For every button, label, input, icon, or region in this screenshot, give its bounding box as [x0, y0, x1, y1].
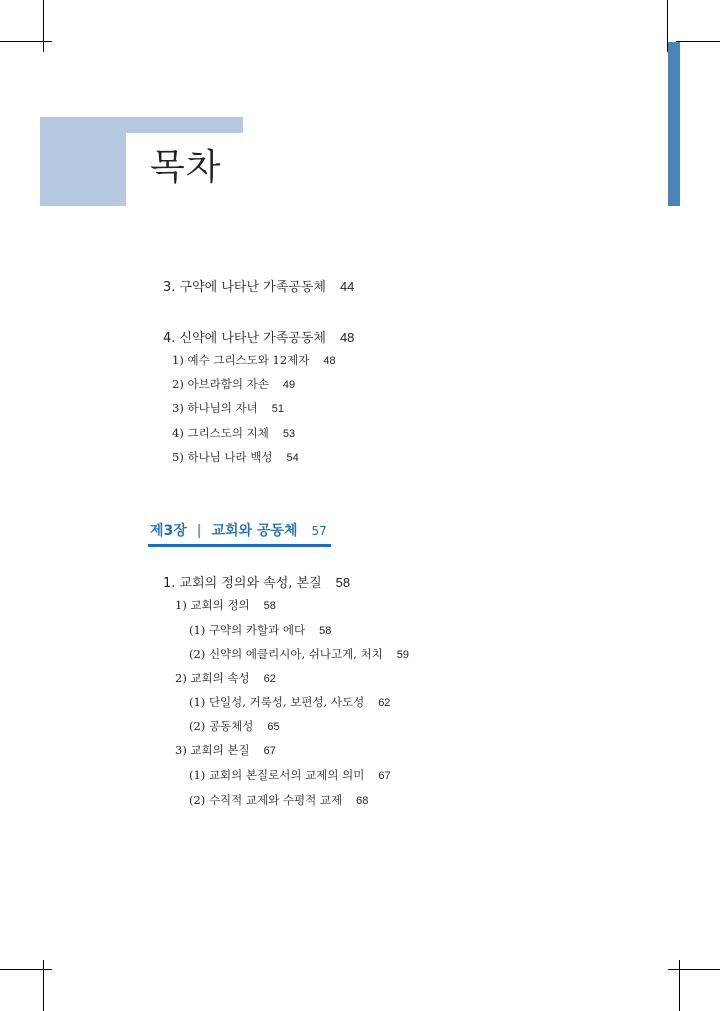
page-title: 목차	[150, 147, 222, 188]
toc-entry-text: (2) 신약의 에클리시아, 쉬나고게, 처치	[189, 647, 383, 661]
chapter-heading	[150, 524, 327, 538]
toc-entry-page: 59	[396, 649, 409, 661]
crop-mark	[43, 960, 44, 1011]
chapter-underline	[148, 544, 331, 547]
toc-entry-text: (2) 수직적 교제와 수평적 교제	[189, 793, 343, 807]
toc-entry	[175, 745, 276, 757]
crop-mark	[679, 960, 680, 1011]
toc-entry-page: 49	[282, 379, 296, 391]
toc-entry-text: 5) 하나님 나라 백성	[172, 450, 273, 464]
crop-mark	[676, 41, 720, 42]
toc-entry	[189, 721, 280, 733]
toc-entry-text: 1) 예수 그리스도와 12제자	[172, 353, 310, 367]
toc-entry-page: 68	[356, 795, 369, 807]
chapter-separator: |	[196, 523, 202, 539]
toc-entry-page: 65	[267, 721, 280, 733]
toc-entry	[189, 625, 331, 637]
toc-entry-page: 58	[263, 600, 276, 612]
chapter-page: 57	[311, 524, 327, 538]
toc-entry-text: 1. 교회의 정의와 속성, 본질	[163, 576, 322, 591]
toc-entry-page: 54	[286, 452, 299, 464]
chapter-title: 교회와 공동체	[211, 523, 298, 539]
toc-entry-page: 48	[323, 355, 336, 367]
toc-entry-page: 67	[378, 770, 391, 782]
toc-entry-text: (1) 단일성, 거룩성, 보편성, 사도성	[189, 695, 365, 709]
toc-entry	[189, 697, 390, 709]
toc-entry	[175, 600, 276, 612]
side-tab-bar	[668, 42, 680, 206]
crop-mark	[0, 41, 52, 42]
toc-entry	[172, 403, 284, 415]
toc-entry-page: 67	[263, 745, 276, 757]
toc-entry	[189, 770, 391, 782]
toc-entry-page: 62	[263, 673, 276, 685]
toc-entry-ch3-sec1	[163, 576, 350, 590]
toc-entry-text: 4) 그리스도의 지체	[172, 426, 269, 440]
crop-mark	[43, 0, 44, 52]
toc-entry-text: 4. 신약에 나타난 가족공동체	[163, 331, 326, 346]
crop-mark	[668, 969, 720, 970]
title-accent-strip	[40, 117, 243, 133]
toc-entry-page: 62	[378, 697, 391, 709]
toc-entry-sec4	[163, 331, 354, 345]
toc-entry-page: 58	[319, 625, 332, 637]
toc-entry-text: 2) 아브라함의 자손	[172, 377, 269, 391]
toc-entry-text: 3. 구약에 나타난 가족공동체	[163, 280, 326, 295]
toc-entry-text: (2) 공동체성	[189, 719, 254, 733]
toc-entry	[172, 355, 336, 367]
chapter-label: 제3장	[150, 523, 187, 539]
toc-entry-page: 53	[282, 428, 296, 440]
toc-entry-text: 3) 교회의 본질	[175, 743, 250, 757]
toc-entry	[172, 379, 295, 391]
toc-entry-page: 48	[339, 330, 355, 345]
toc-entry	[189, 795, 368, 807]
toc-entry-text: 3) 하나님의 자녀	[172, 401, 258, 415]
toc-entry	[172, 428, 295, 440]
toc-entry	[175, 673, 276, 685]
toc-entry-sec3	[163, 280, 354, 294]
toc-entry-text: (1) 교회의 본질로서의 교제의 의미	[189, 768, 365, 782]
toc-entry-page: 44	[339, 279, 355, 294]
toc-entry-page: 58	[335, 575, 351, 590]
toc-entry	[189, 649, 409, 661]
toc-entry-text: 2) 교회의 속성	[175, 671, 250, 685]
title-accent-block	[40, 133, 126, 206]
toc-entry-page: 51	[271, 403, 285, 415]
toc-entry	[172, 452, 299, 464]
crop-mark	[0, 969, 52, 970]
toc-entry-text: 1) 교회의 정의	[175, 598, 250, 612]
toc-entry-text: (1) 구약의 카할과 에다	[189, 623, 306, 637]
